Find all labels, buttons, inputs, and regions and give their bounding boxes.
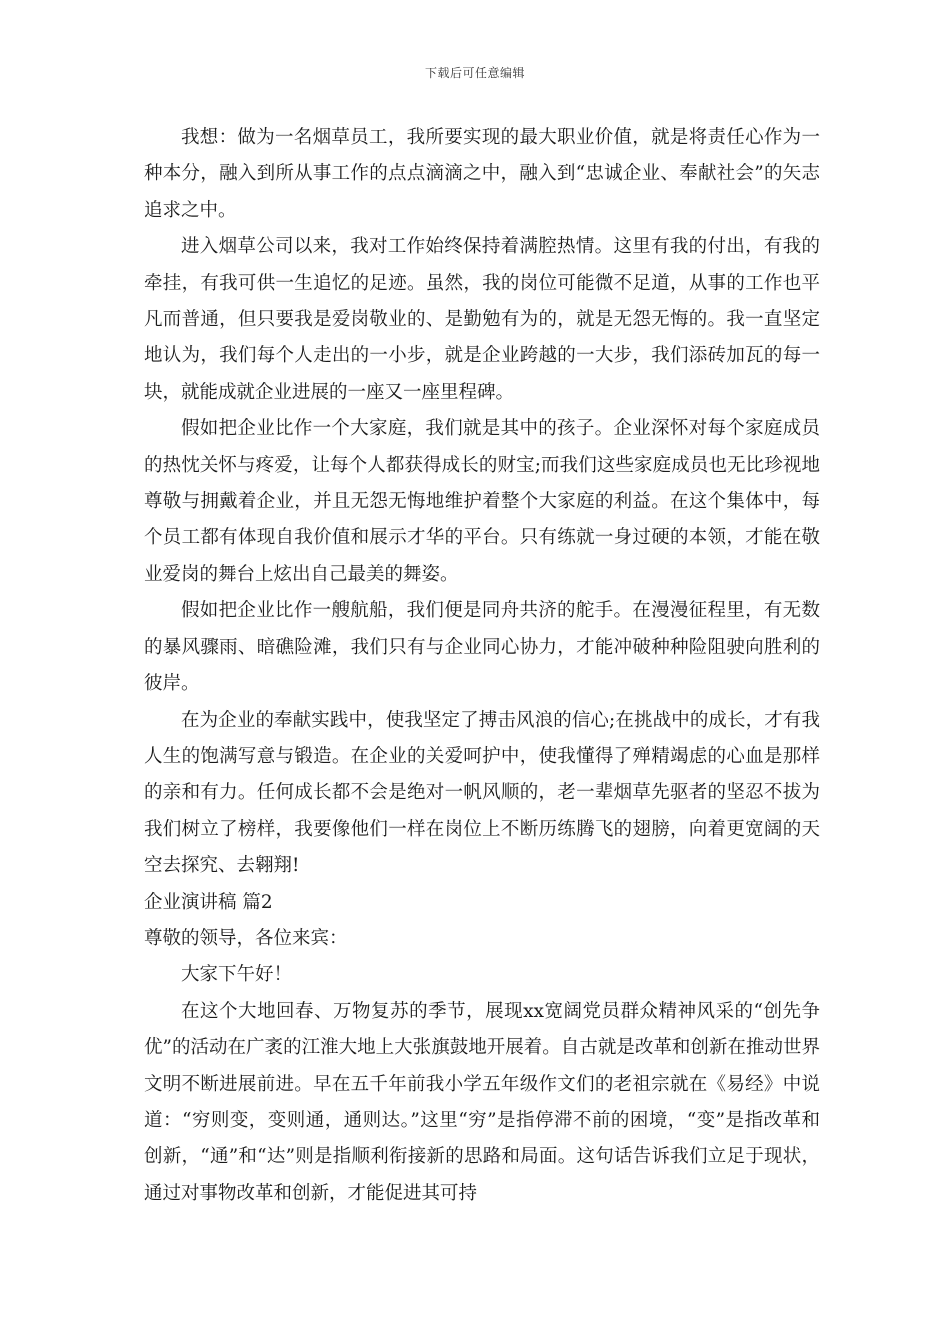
paragraph: 假如把企业比作一个大家庭，我们就是其中的孩子。企业深怀对每个家庭成员的热忱关怀与疼爱，让每个人都获得成长的财宝;而我们这些家庭成员也无比珍视地尊敬与拥戴着企业，并且无怨无悔地维护着整个大家庭的利益。在这个集体中，每个员工都有体现自我价值和展示才华的平台。只有练就一身过硬的本领，才能在敬业爱岗的舞台上炫出自己最美的舞姿。 bbox=[144, 418, 820, 585]
page-header: 下载后可任意编辑 bbox=[424, 66, 525, 80]
paragraph: 我想：做为一名烟草员工，我所要实现的最大职业价值，就是将责任心作为一种本分，融入到所从事工作的点点滴滴之中，融入到“忠诚企业、奉献社会”的矢志追求之中。 bbox=[144, 127, 820, 221]
document-body bbox=[144, 120, 820, 1212]
section-heading: 企业演讲稿 篇2 bbox=[144, 891, 273, 913]
paragraph: 假如把企业比作一艘航船，我们便是同舟共济的舵手。在漫漫征程里，有无数的暴风骤雨、暗礁险滩，我们只有与企业同心协力，才能冲破种种险阻驶向胜利的彼岸。 bbox=[144, 600, 820, 695]
paragraph: 在这个大地回春、万物复苏的季节，展现xx宽阔党员群众精神风采的“创先争优”的活动在广袤的江淮大地上大张旗鼓地开展着。自古就是改革和创新在推动世界文明不断进展前进。早在五千年前我小学五年级作文们的老祖宗就在《易经》中说道：“穷则变，变则通，通则达。”这里“穷”是指停滞不前的困境，“变”是指改革和创新，“通”和“达”则是指顺利衔接新的思路和局面。这句话告诉我们立足于现状，通过对事物改革和创新，才能促进其可持 bbox=[144, 1000, 820, 1204]
paragraph: 进入烟草公司以来，我对工作始终保持着满腔热情。这里有我的付出，有我的牵挂，有我可供一生追忆的足迹。虽然，我的岗位可能微不足道，从事的工作也平凡而普通，但只要我是爱岗敬业的、是勤勉有为的，就是无怨无悔的。我一直坚定地认为，我们每个人走出的一小步，就是企业跨越的一大步，我们添砖加瓦的每一块，就能成就企业进展的一座又一座里程碑。 bbox=[144, 236, 820, 403]
paragraph: 在为企业的奉献实践中，使我坚定了搏击风浪的信心;在挑战中的成长，才有我人生的饱满写意与锻造。在企业的关爱呵护中，使我懂得了殚精竭虑的心血是那样的亲和有力。任何成长都不会是绝对一帆风顺的，老一辈烟草先驱者的坚忍不拔为我们树立了榜样，我要像他们一样在岗位上不断历练腾飞的翅膀，向着更宽阔的天空去探究、去翱翔! bbox=[144, 709, 820, 877]
greeting: 大家下午好！ bbox=[181, 964, 293, 986]
salutation: 尊敬的领导，各位来宾： bbox=[144, 927, 348, 949]
